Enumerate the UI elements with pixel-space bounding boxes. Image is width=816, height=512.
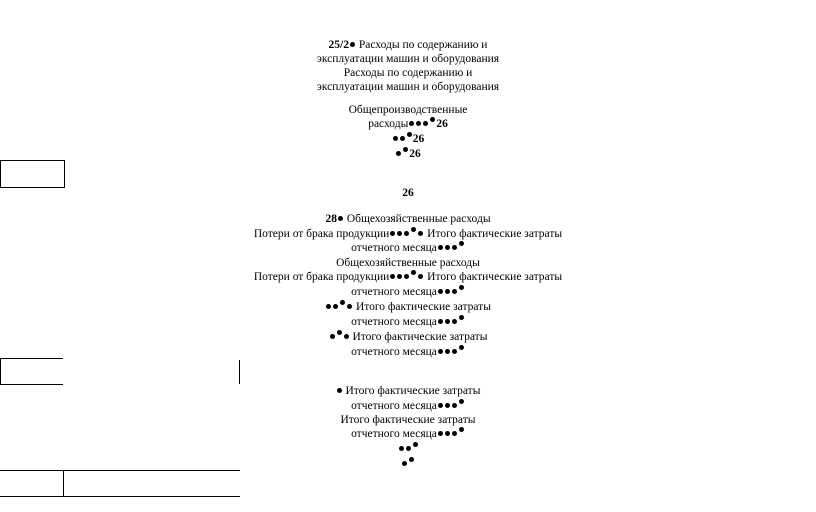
bullet-icon <box>459 345 464 350</box>
block3-line15 <box>0 442 816 457</box>
block3-line11 <box>0 384 816 399</box>
bullet-icon <box>413 442 418 447</box>
bullet-icon <box>411 227 416 232</box>
month-label: отчетного месяца <box>351 286 437 298</box>
block3-line16 <box>0 457 816 472</box>
bullet-icon <box>407 132 412 137</box>
block2-line1 <box>0 186 816 201</box>
bullet-icon <box>445 319 450 324</box>
bullet-icon <box>438 431 443 436</box>
block3-line4 <box>0 256 816 271</box>
bullet-icon <box>452 431 457 436</box>
block3-line13 <box>0 413 816 428</box>
bullet-icon <box>390 274 395 279</box>
bullet-icon <box>397 274 402 279</box>
account-code: 25/2 <box>328 39 349 51</box>
bullet-icon <box>326 304 331 309</box>
block1-line1 <box>0 38 816 53</box>
bullet-icon <box>445 403 450 408</box>
block3-line3 <box>0 241 816 256</box>
schema-line <box>0 358 1 384</box>
bullet-icon <box>445 289 450 294</box>
bullet-icon <box>438 245 443 250</box>
bullet-icon <box>452 349 457 354</box>
schema-line <box>239 360 240 384</box>
actual-costs: Итого фактические затраты <box>352 331 488 343</box>
bullet-icon <box>347 304 352 309</box>
block1-line2 <box>0 52 816 67</box>
account-code: 26 <box>409 148 421 160</box>
bullet-icon <box>459 285 464 290</box>
block1-repeat-1: Расходы по содержанию и <box>343 67 473 79</box>
bullet-icon <box>452 245 457 250</box>
bullet-icon <box>344 334 349 339</box>
bullet-icon <box>438 319 443 324</box>
block1-line6 <box>0 117 816 132</box>
account-code: 28 <box>325 213 337 225</box>
bullet-icon <box>445 431 450 436</box>
account-code: 26 <box>402 187 414 199</box>
bullet-icon <box>337 330 342 335</box>
block3-line8 <box>0 315 816 330</box>
bullet-icon <box>438 349 443 354</box>
bullet-icon <box>409 457 414 462</box>
block3-line2 <box>0 227 816 242</box>
bullet-icon <box>333 304 338 309</box>
actual-costs: Итого фактические затраты <box>355 301 491 313</box>
bullet-icon <box>416 121 421 126</box>
block1-line5 <box>0 103 816 118</box>
bullet-icon <box>404 231 409 236</box>
schema-box-top <box>0 160 65 188</box>
bullet-icon <box>430 117 435 122</box>
bullet-icon <box>400 136 405 141</box>
bullet-icon <box>393 136 398 141</box>
bullet-icon <box>337 388 342 393</box>
bullet-icon <box>452 319 457 324</box>
schema-line <box>63 470 64 496</box>
bullet-icon <box>445 245 450 250</box>
block3-line1 <box>0 212 816 227</box>
block1-line4 <box>0 80 816 95</box>
bullet-icon <box>390 231 395 236</box>
block3-line7 <box>0 300 816 315</box>
bullet-icon <box>350 42 355 47</box>
actual-costs: Итого фактические затраты <box>345 385 481 397</box>
month-label: отчетного месяца <box>351 400 437 412</box>
bullet-icon <box>404 274 409 279</box>
defect-losses: Потери от брака продукции <box>253 228 390 240</box>
block1-title-1: Расходы по содержанию и <box>358 39 488 51</box>
bullet-icon <box>459 427 464 432</box>
bullet-icon <box>423 121 428 126</box>
bullet-icon <box>409 121 414 126</box>
block1-title-2: эксплуатации машин и оборудования <box>316 53 500 65</box>
bullet-icon <box>399 446 404 451</box>
general-expenses: Общехозяйственные расходы <box>336 257 480 269</box>
block1-line3 <box>0 66 816 81</box>
block1-repeat-2: эксплуатации машин и оборудования <box>316 81 500 93</box>
bullet-icon <box>397 231 402 236</box>
overhead-label-2: расходы <box>368 118 409 130</box>
bullet-icon <box>396 151 401 156</box>
bullet-icon <box>452 403 457 408</box>
bullet-icon <box>459 399 464 404</box>
actual-costs: Итого фактические затраты <box>340 414 476 426</box>
bullet-icon <box>340 300 345 305</box>
bullet-icon <box>445 349 450 354</box>
bullet-icon <box>406 446 411 451</box>
overhead-label-1: Общепроизводственные <box>348 104 468 116</box>
month-label: отчетного месяца <box>351 242 437 254</box>
month-label: отчетного месяца <box>351 346 437 358</box>
bullet-icon <box>403 147 408 152</box>
month-label: отчетного месяца <box>351 316 437 328</box>
block3-line9 <box>0 330 816 345</box>
bullet-icon <box>411 270 416 275</box>
bullet-icon <box>418 231 423 236</box>
bullet-icon <box>459 315 464 320</box>
bullet-icon <box>338 216 343 221</box>
block3-line14 <box>0 427 816 442</box>
bullet-icon <box>452 289 457 294</box>
actual-costs: Итого фактические затраты <box>427 228 563 240</box>
bullet-icon <box>438 289 443 294</box>
block3-line6 <box>0 285 816 300</box>
schema-line <box>0 496 240 497</box>
block3-line5 <box>0 270 816 285</box>
actual-costs: Итого фактические затраты <box>427 271 563 283</box>
general-expenses: Общехозяйственные расходы <box>346 213 491 225</box>
account-code: 26 <box>436 118 448 130</box>
block3-line12 <box>0 399 816 414</box>
month-label: отчетного месяца <box>351 428 437 440</box>
block1-line7 <box>0 132 816 147</box>
bullet-icon <box>402 461 407 466</box>
block3-line10 <box>0 345 816 360</box>
account-code: 26 <box>412 133 425 145</box>
bullet-icon <box>438 403 443 408</box>
bullet-icon <box>418 274 423 279</box>
defect-losses: Потери от брака продукции <box>253 271 390 283</box>
bullet-icon <box>459 241 464 246</box>
block1-line8 <box>0 147 816 162</box>
bullet-icon <box>330 334 335 339</box>
